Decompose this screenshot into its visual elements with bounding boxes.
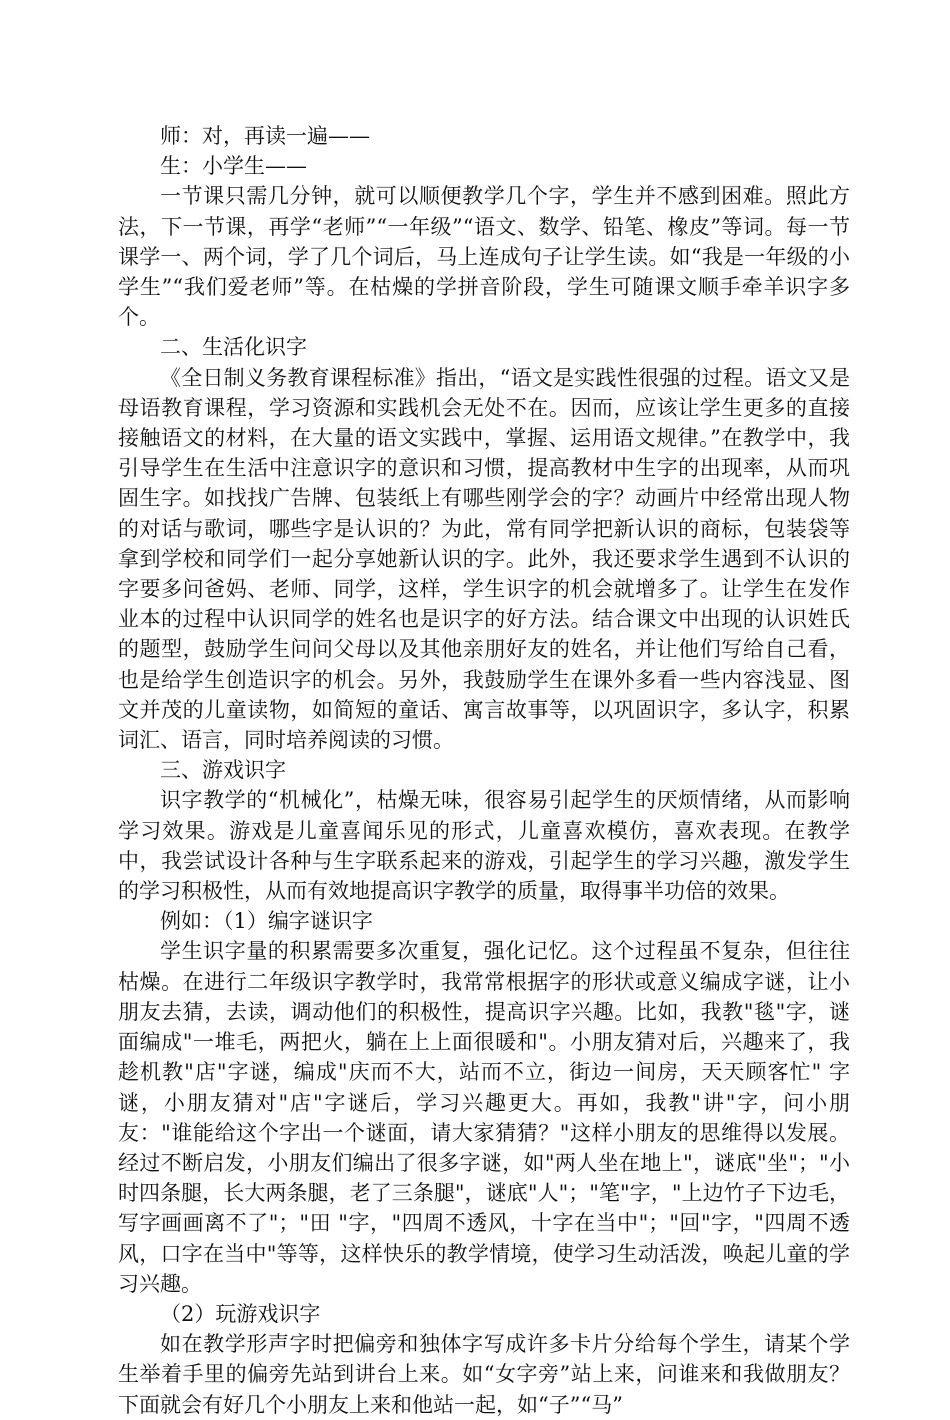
body-paragraph: 一节课只需几分钟，就可以顺便教学几个字，学生并不感到困难。照此方法，下一节课，再学“老师”“一年级”“语文、数学、铅笔、橡皮”等词。每一节课学一、两个词，学了几个词后，马上连成句子让学生读。如“我是一年级的小学生”“我们爱老师”等。在枯燥的学拼音阶段，学生可随课文顺手牵羊识字多个。 xyxy=(118,184,850,330)
body-paragraph: 学生识字量的积累需要多次重复，强化记忆。这个过程虽不复杂，但往往枯燥。在进行二年级识字教学时，我常常根据字的形状或意义编成字谜，让小朋友去猜，去读，调动他们的积极性，提高识字兴趣。比如，我教"毯"字，谜面编成"一堆毛，两把火，躺在上上面很暖和"。小朋友猜对后，兴趣来了，我趁机教"店"字谜，编成"庆而不大，站而不立，街边一间房，天天顾客忙" 字谜，小朋友猜对"店"字谜后，学习兴趣更大。再如，我教"讲"字，问小朋友："谁能给这个字出一个谜面，请大家猜猜？"这样小朋友的思维得以发展。经过不断启发，小朋友们编出了很多字谜，如"两人坐在地上"，谜底"坐"；"小时四条腿，长大两条腿，老了三条腿"，谜底"人"；"笔"字，"上边竹子下边毛，写字画画离不了"；"田 "字，"四周不透风，十字在当中"；"回"字，"四周不透风，口字在当中"等等，这样快乐的教学情境，使学习生动活泼，唤起儿童的学习兴趣。 xyxy=(118,939,850,1296)
body-paragraph: 《全日制义务教育课程标准》指出，“语文是实践性很强的过程。语文又是母语教育课程，学习资源和实践机会无处不在。因而，应该让学生更多的直接接触语文的材料，在大量的语文实践中，掌握、运用语文规律。”在教学中，我引导学生在生活中注意识字的意识和习惯，提高教材中生字的出现率，从而巩固生字。如找找广告牌、包装纸上有哪些刚学会的字？动画片中经常出现人物的对话与歌词，哪些字是认识的？为此，常有同学把新认识的商标，包装袋等拿到学校和同学们一起分享她新认识的字。此外，我还要求学生遇到不认识的字要多问爸妈、老师、同学，这样，学生识字的机会就增多了。让学生在发作业本的过程中认识同学的姓名也是识字的好方法。结合课文中出现的认识姓氏的题型，鼓励学生问问父母以及其他亲朋好友的姓名，并让他们写给自己看，也是给学生创造识字的机会。另外，我鼓励学生在课外多看一些内容浅显、图文并茂的儿童读物，如简短的童话、寓言故事等，以巩固识字，多认字，积累词汇、语言，同时培养阅读的习惯。 xyxy=(118,365,850,753)
dialogue-line-student: 生：小学生—— xyxy=(160,154,307,179)
body-paragraph: 识字教学的“机械化”，枯燥无味，很容易引起学生的厌烦情绪，从而影响学习效果。游戏是儿童喜闻乐见的形式，儿童喜欢模仿，喜欢表现。在教学中，我尝试设计各种与生字联系起来的游戏，引起学生的学习兴趣，激发学生的学习积极性，从而有效地提高识字教学的质量，取得事半功倍的效果。 xyxy=(118,788,850,904)
body-paragraph: 如在教学形声字时把偏旁和独体字写成许多卡片分给每个学生，请某个学生举着手里的偏旁先站到讲台上来。如“女字旁”站上来，问谁来和我做朋友？下面就会有好几个小朋友上来和他站一起，如“子”“马” xyxy=(118,1332,850,1417)
section-heading-game-literacy: 三、游戏识字 xyxy=(160,758,286,783)
document-body xyxy=(118,121,850,1420)
subsection-heading-riddle: 例如：（1）编字谜识字 xyxy=(160,909,373,934)
subsection-heading-game: （2）玩游戏识字 xyxy=(160,1301,321,1326)
dialogue-line-teacher: 师：对，再读一遍—— xyxy=(160,124,370,148)
section-heading-life-literacy: 二、生活化识字 xyxy=(160,335,307,360)
